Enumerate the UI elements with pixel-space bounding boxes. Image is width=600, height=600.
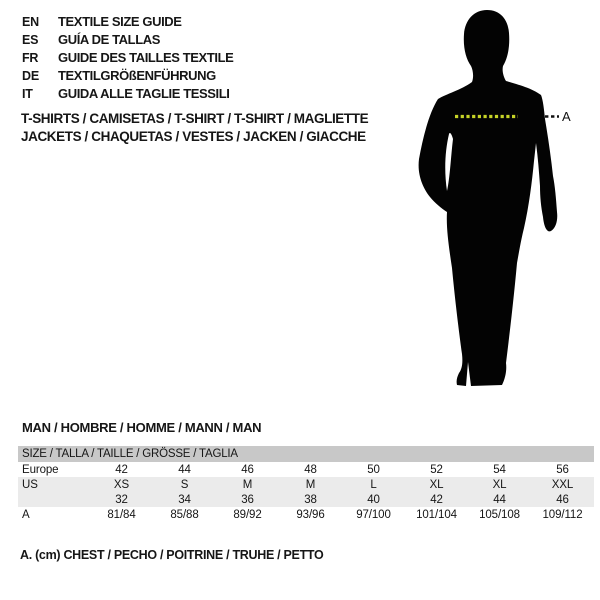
- table-cell: XL: [468, 477, 531, 492]
- language-code: DE: [22, 69, 39, 83]
- category-list: [21, 111, 368, 146]
- table-cell: M: [279, 477, 342, 492]
- table-cell: 40: [342, 492, 405, 507]
- table-cell: 46: [241, 463, 254, 476]
- language-code: ES: [22, 33, 39, 47]
- table-cell: 101/104: [416, 508, 457, 521]
- table-cell: 42: [115, 463, 128, 476]
- table-cell: 42: [405, 492, 468, 507]
- section-title-man: MAN / HOMBRE / HOMME / MANN / MAN: [22, 420, 262, 435]
- man-silhouette: [419, 10, 558, 386]
- measurement-footnote: A. (cm) CHEST / PECHO / POITRINE / TRUHE / PETTO: [20, 548, 324, 562]
- language-code: FR: [22, 51, 39, 65]
- table-row-europe: [18, 462, 594, 477]
- size-table: [18, 446, 594, 522]
- table-row-us-numeric: [18, 492, 594, 507]
- size-table-wrap: [18, 446, 594, 522]
- table-cell: XXL: [531, 477, 594, 492]
- table-cell: 34: [153, 492, 216, 507]
- table-cell: 89/92: [233, 508, 262, 521]
- category-line-tshirts: T-SHIRTS / CAMISETAS / T-SHIRT / T-SHIRT / MAGLIETTE: [21, 111, 369, 126]
- table-header-row: [18, 446, 594, 462]
- language-row: [22, 86, 233, 104]
- language-title: GUIDA ALLE TAGLIE TESSILI: [58, 86, 230, 101]
- row-label: Europe: [22, 463, 59, 476]
- table-cell: 48: [304, 463, 317, 476]
- table-cell: 109/112: [542, 508, 583, 521]
- size-table-header: SIZE / TALLA / TAILLE / GRÖSSE / TAGLIA: [18, 446, 594, 462]
- measurement-a-label: A: [562, 109, 571, 124]
- table-cell: 97/100: [356, 508, 391, 521]
- table-cell: 38: [279, 492, 342, 507]
- language-code: EN: [22, 15, 39, 29]
- table-row-a-chest: [18, 507, 594, 522]
- table-cell: L: [342, 477, 405, 492]
- table-row-us-letter: [18, 477, 594, 492]
- table-cell: 32: [90, 492, 153, 507]
- row-label: US: [18, 477, 90, 492]
- language-list: [22, 14, 233, 104]
- table-cell: 85/88: [170, 508, 199, 521]
- table-cell: 44: [468, 492, 531, 507]
- man-silhouette-figure: [405, 0, 585, 400]
- table-cell: XS: [90, 477, 153, 492]
- table-cell: 50: [367, 463, 380, 476]
- table-cell: M: [216, 477, 279, 492]
- language-title: GUÍA DE TALLAS: [58, 32, 161, 47]
- table-cell: 93/96: [296, 508, 325, 521]
- row-label: A: [22, 508, 30, 521]
- row-label: [18, 492, 90, 507]
- language-title: TEXTILE SIZE GUIDE: [58, 14, 182, 29]
- table-cell: S: [153, 477, 216, 492]
- category-line-jackets: JACKETS / CHAQUETAS / VESTES / JACKEN / GIACCHE: [21, 128, 366, 144]
- table-cell: 36: [216, 492, 279, 507]
- language-title: TEXTILGRÖßENFÜHRUNG: [58, 68, 216, 83]
- table-cell: 54: [493, 463, 506, 476]
- table-cell: 56: [556, 463, 569, 476]
- table-cell: 81/84: [107, 508, 136, 521]
- language-row: [22, 14, 233, 32]
- language-code: IT: [22, 87, 33, 101]
- language-row: [22, 68, 233, 86]
- table-cell: 105/108: [479, 508, 520, 521]
- language-title: GUIDE DES TAILLES TEXTILE: [58, 50, 234, 65]
- language-row: [22, 50, 233, 68]
- table-cell: 52: [430, 463, 443, 476]
- table-cell: 46: [531, 492, 594, 507]
- language-row: [22, 32, 233, 50]
- table-cell: 44: [178, 463, 191, 476]
- table-cell: XL: [405, 477, 468, 492]
